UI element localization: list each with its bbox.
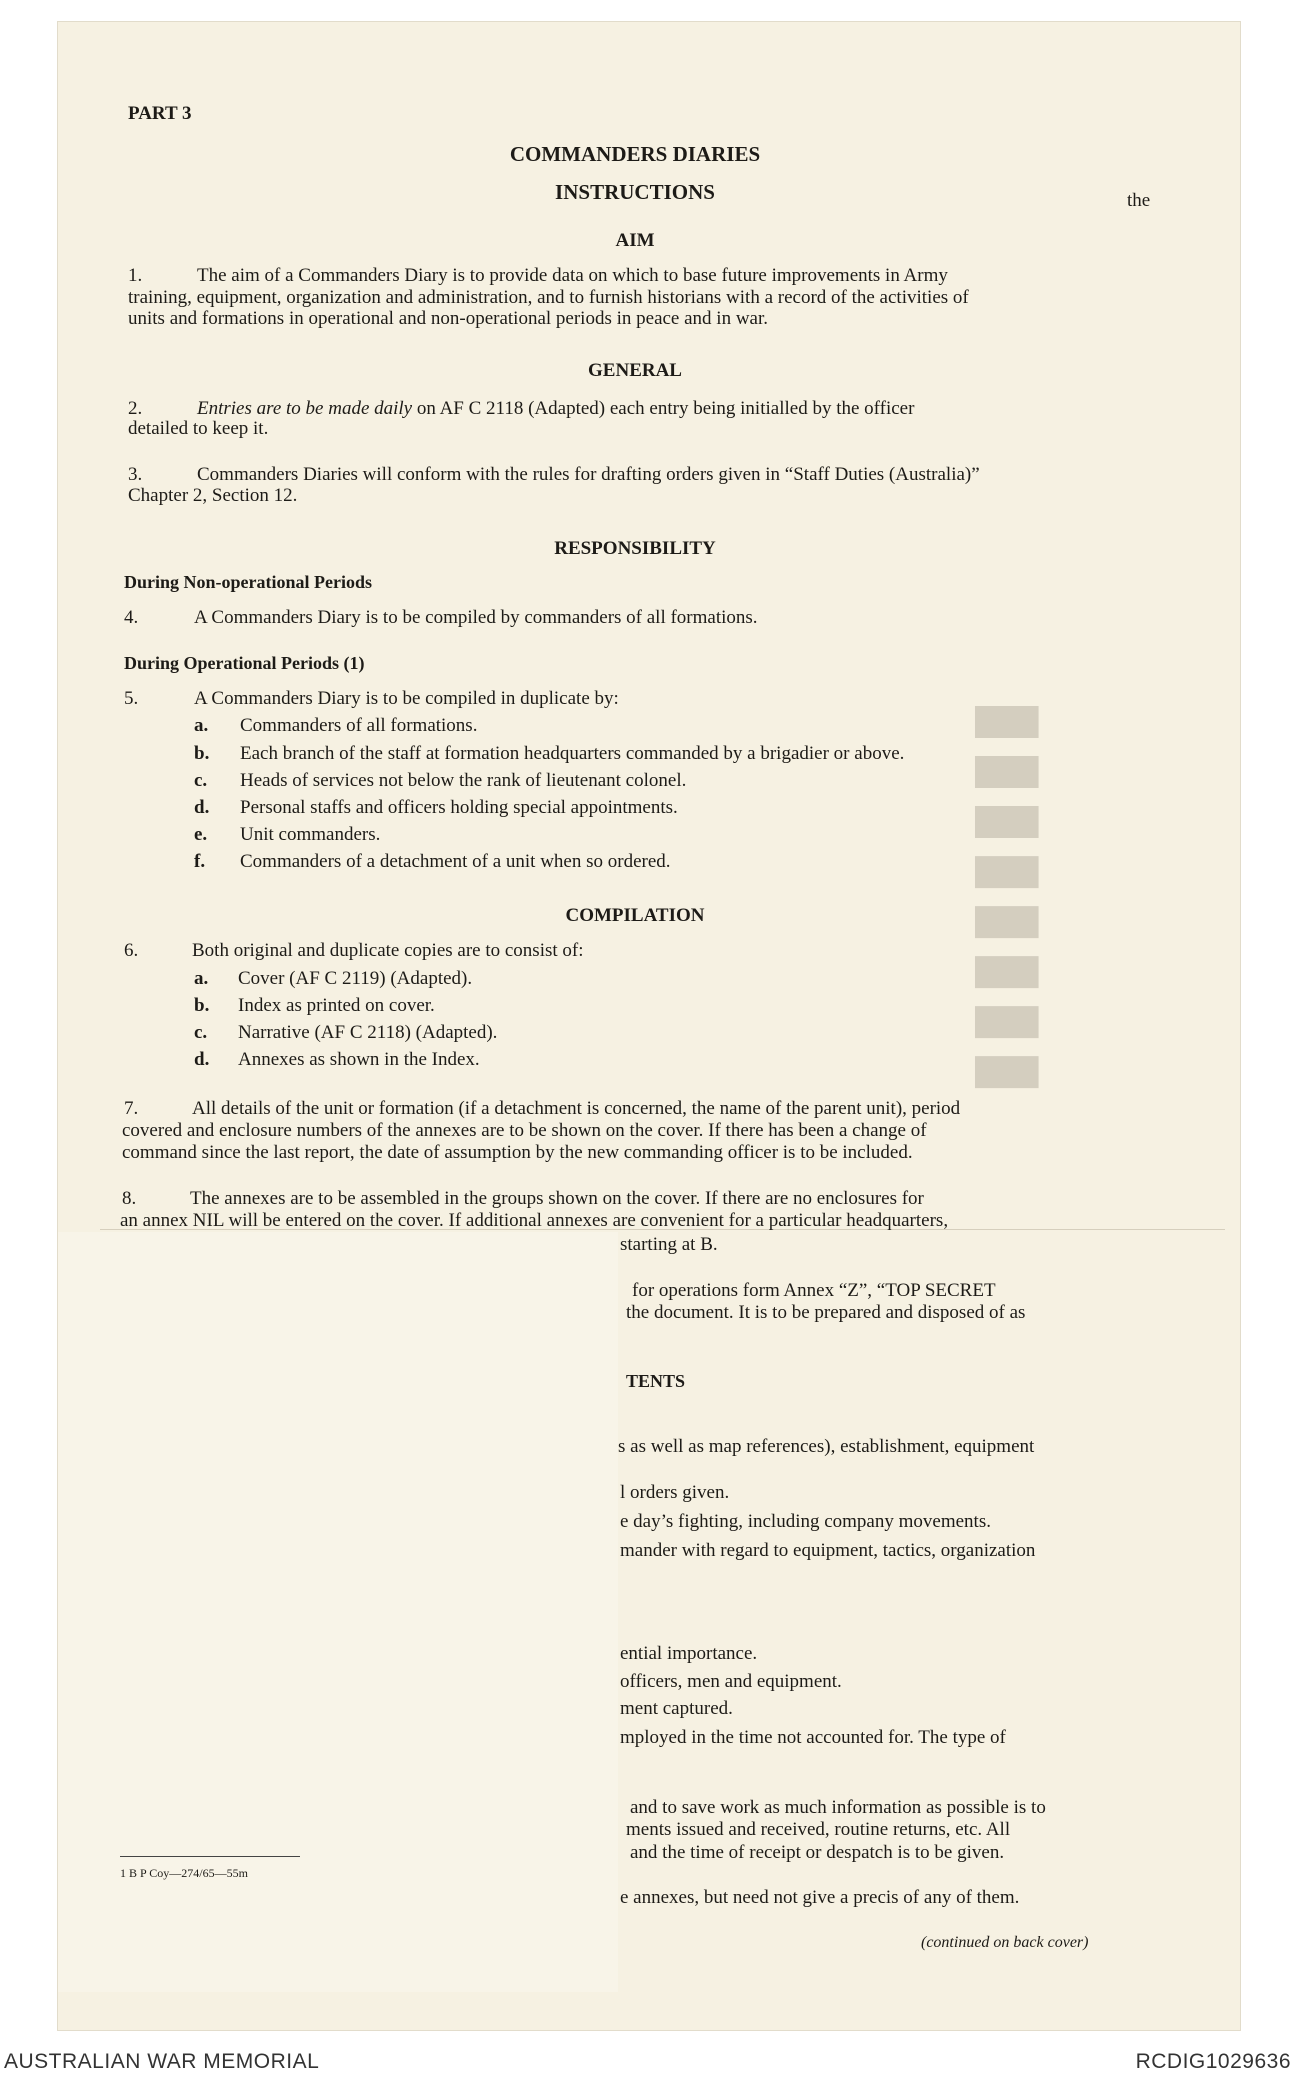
partial-line: ments issued and received, routine returns, etc. All bbox=[626, 1819, 1011, 1840]
partial-line: l orders given. bbox=[620, 1482, 730, 1503]
para-line: All details of the unit or formation (if a detachment is concerned, the name of the parent unit), period bbox=[192, 1098, 961, 1119]
list-item: Heads of services not below the rank of lieutenant colonel. bbox=[240, 770, 687, 791]
responsibility-heading: RESPONSIBILITY bbox=[554, 538, 716, 559]
list-letter: b. bbox=[194, 743, 210, 764]
list-item: Unit commanders. bbox=[240, 824, 381, 845]
para-number: 2. bbox=[128, 398, 143, 419]
para-line: covered and enclosure numbers of the annexes are to be shown on the cover. If there has been a change of bbox=[122, 1120, 927, 1141]
footer-archive-name: AUSTRALIAN WAR MEMORIAL bbox=[4, 2050, 320, 2073]
para-line: training, equipment, organization and administration, and to furnish historians with a record of the activities of bbox=[128, 287, 969, 308]
partial-line: ment captured. bbox=[620, 1698, 733, 1719]
para-line: A Commanders Diary is to be compiled by commanders of all formations. bbox=[194, 607, 758, 628]
para-line: The aim of a Commanders Diary is to provide data on which to base future improvements in Army bbox=[197, 265, 948, 286]
list-letter: e. bbox=[194, 824, 208, 845]
list-item: Commanders of all formations. bbox=[240, 715, 478, 736]
continued-note: (continued on back cover) bbox=[921, 1934, 1089, 1951]
partial-line: the document. It is to be prepared and disposed of as bbox=[626, 1302, 1026, 1323]
list-letter: d. bbox=[194, 1049, 210, 1070]
list-letter: a. bbox=[194, 715, 209, 736]
partial-line: mander with regard to equipment, tactics, organization bbox=[620, 1540, 1036, 1561]
list-letter: a. bbox=[194, 968, 209, 989]
document-title: COMMANDERS DIARIES bbox=[509, 142, 761, 166]
para-line: A Commanders Diary is to be compiled in duplicate by: bbox=[194, 688, 619, 709]
list-item: Narrative (AF C 2118) (Adapted). bbox=[238, 1022, 498, 1043]
printer-imprint: 1 B P Coy—274/65—55m bbox=[120, 1866, 248, 1880]
para-text: on AF C 2118 (Adapted) each entry being initialled by the officer bbox=[416, 398, 915, 419]
partial-line: for operations form Annex “Z”, “TOP SECRET bbox=[632, 1280, 996, 1301]
para-line: units and formations in operational and non-operational periods in peace and in war. bbox=[128, 308, 769, 329]
para-line: Both original and duplicate copies are to consist of: bbox=[192, 940, 584, 961]
para-number: 7. bbox=[124, 1098, 139, 1119]
partial-line: and to save work as much information as possible is to bbox=[630, 1797, 1046, 1818]
partial-line: s as well as map references), establishment, equipment bbox=[618, 1436, 1035, 1457]
list-letter: b. bbox=[194, 995, 210, 1016]
para-number: 4. bbox=[124, 607, 139, 628]
partial-line: and the time of receipt or despatch is to be given. bbox=[630, 1842, 1005, 1863]
list-item: Personal staffs and officers holding special appointments. bbox=[240, 797, 678, 818]
aim-heading: AIM bbox=[615, 230, 655, 251]
list-letter: c. bbox=[194, 1022, 208, 1043]
partial-line: mployed in the time not accounted for. The type of bbox=[620, 1727, 1006, 1748]
partial-heading: TENTS bbox=[626, 1371, 686, 1391]
para-number: 5. bbox=[124, 688, 139, 709]
para-number: 1. bbox=[128, 265, 143, 286]
para-number: 6. bbox=[124, 940, 139, 961]
emphasis-text: Entries are to be made daily bbox=[197, 398, 413, 419]
footer-record-id: RCDIG1029636 bbox=[1135, 2050, 1291, 2073]
list-letter: f. bbox=[194, 851, 206, 872]
para-line: command since the last report, the date of assumption by the new commanding officer is to be included. bbox=[122, 1142, 913, 1163]
partial-line: ential importance. bbox=[620, 1643, 758, 1664]
para-line: Commanders Diaries will conform with the rules for drafting orders given in “Staff Duties (Australia)” bbox=[197, 464, 980, 485]
para-line: an annex NIL will be entered on the cover. If additional annexes are convenient for a particular headquarters, bbox=[120, 1210, 949, 1231]
para-line: The annexes are to be assembled in the groups shown on the cover. If there are no enclosures for bbox=[190, 1188, 924, 1209]
partial-line: starting at B. bbox=[620, 1234, 718, 1255]
para-number: 3. bbox=[128, 464, 143, 485]
general-heading: GENERAL bbox=[588, 360, 682, 381]
document-subtitle: INSTRUCTIONS bbox=[555, 180, 715, 204]
list-letter: d. bbox=[194, 797, 210, 818]
partial-line: officers, men and equipment. bbox=[620, 1671, 842, 1692]
list-item: Commanders of a detachment of a unit when so ordered. bbox=[240, 851, 671, 872]
list-item: Index as printed on cover. bbox=[238, 995, 435, 1016]
list-item: Annexes as shown in the Index. bbox=[238, 1049, 480, 1070]
compilation-heading: COMPILATION bbox=[565, 905, 705, 926]
partial-line: e day’s fighting, including company movements. bbox=[620, 1511, 991, 1532]
para-line: Chapter 2, Section 12. bbox=[128, 485, 298, 506]
corner-word: the bbox=[1127, 190, 1151, 211]
section-subheading: During Operational Periods (1) bbox=[124, 653, 365, 673]
list-item: Cover (AF C 2119) (Adapted). bbox=[238, 968, 473, 989]
para-line: detailed to keep it. bbox=[128, 418, 269, 439]
partial-line: e annexes, but need not give a precis of any of them. bbox=[620, 1887, 1020, 1908]
imprint-rule bbox=[120, 1856, 300, 1857]
list-item: Each branch of the staff at formation headquarters commanded by a brigadier or above. bbox=[240, 743, 905, 764]
section-subheading: During Non-operational Periods bbox=[124, 572, 373, 592]
part-label: PART 3 bbox=[128, 103, 192, 124]
para-number: 8. bbox=[122, 1188, 137, 1209]
bleed-through-mark: ▮▮▮▮▮▮▮▮ bbox=[969, 700, 1058, 1101]
list-letter: c. bbox=[194, 770, 208, 791]
para-line bbox=[197, 398, 914, 420]
